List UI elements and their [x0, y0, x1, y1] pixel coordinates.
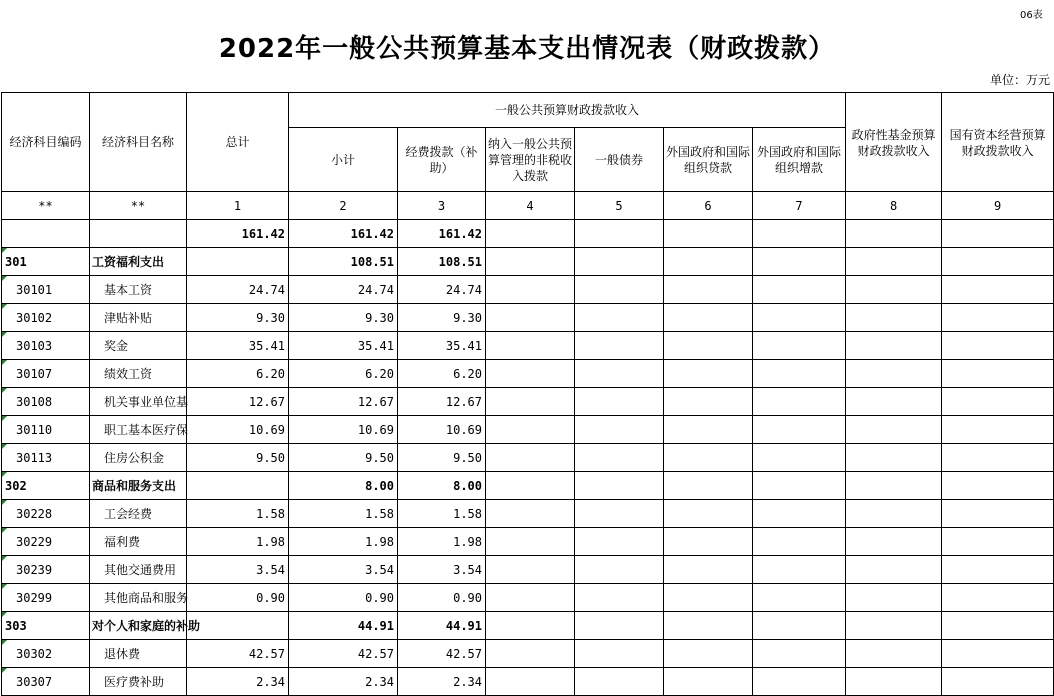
empty-cell	[942, 612, 1054, 640]
empty-cell	[664, 416, 753, 444]
table-row	[2, 332, 1054, 360]
cell-marker-icon	[2, 472, 7, 477]
row-name: 奖金	[90, 332, 187, 360]
empty-cell	[486, 360, 575, 388]
row-code	[2, 444, 90, 472]
empty-cell	[486, 640, 575, 668]
table-row	[2, 248, 1054, 276]
empty-cell	[575, 444, 664, 472]
table-row	[2, 556, 1054, 584]
row-code-text: 30229	[16, 534, 53, 549]
empty-cell	[486, 612, 575, 640]
row-code-text: 30239	[16, 562, 53, 577]
empty-cell	[664, 472, 753, 500]
empty-cell	[846, 528, 942, 556]
empty-cell	[664, 528, 753, 556]
empty-cell	[575, 248, 664, 276]
empty-cell	[942, 640, 1054, 668]
empty-cell	[753, 528, 846, 556]
row-subtotal: 1.58	[289, 500, 398, 528]
row-code-text: 30307	[16, 674, 53, 689]
row-total	[187, 472, 289, 500]
empty-cell	[846, 332, 942, 360]
empty-cell	[753, 444, 846, 472]
header-funding: 经费拨款（补助）	[398, 128, 486, 192]
empty-cell	[846, 668, 942, 696]
empty-cell	[486, 332, 575, 360]
unit-label: 单位：万元	[990, 73, 1051, 87]
empty-cell	[664, 276, 753, 304]
row-code-text: 30103	[16, 338, 53, 353]
empty-cell	[753, 640, 846, 668]
index-cell: 1	[187, 192, 289, 220]
row-total: 3.54	[187, 556, 289, 584]
total-code-cell	[2, 220, 90, 248]
table-row	[2, 472, 1054, 500]
row-code	[2, 276, 90, 304]
empty-cell	[575, 276, 664, 304]
empty-cell	[486, 276, 575, 304]
empty-cell	[575, 668, 664, 696]
total-subtotal: 161.42	[289, 220, 398, 248]
cell-marker-icon	[2, 584, 7, 589]
table-row	[2, 612, 1054, 640]
cell-marker-icon	[2, 332, 7, 337]
cell-marker-icon	[2, 528, 7, 533]
row-name: 商品和服务支出	[90, 472, 187, 500]
empty-cell	[942, 276, 1054, 304]
row-code	[2, 416, 90, 444]
header-foreign-loans: 外国政府和国际组织贷款	[664, 128, 753, 192]
index-cell: 5	[575, 192, 664, 220]
row-name: 医疗费补助	[90, 668, 187, 696]
row-code-text: 30108	[16, 394, 53, 409]
empty-cell	[753, 304, 846, 332]
cell-marker-icon	[2, 444, 7, 449]
empty-cell	[664, 360, 753, 388]
empty-cell	[942, 332, 1054, 360]
empty-cell	[486, 444, 575, 472]
row-total: 42.57	[187, 640, 289, 668]
row-code	[2, 332, 90, 360]
table-row	[2, 528, 1054, 556]
row-name: 机关事业单位基	[90, 388, 187, 416]
row-name: 住房公积金	[90, 444, 187, 472]
row-total	[187, 612, 289, 640]
empty-cell	[664, 668, 753, 696]
empty-cell	[753, 388, 846, 416]
row-total: 24.74	[187, 276, 289, 304]
row-subtotal: 6.20	[289, 360, 398, 388]
cell-marker-icon	[2, 612, 7, 617]
row-subtotal: 8.00	[289, 472, 398, 500]
index-cell: 9	[942, 192, 1054, 220]
table-row	[2, 444, 1054, 472]
empty-cell	[575, 388, 664, 416]
row-code	[2, 388, 90, 416]
table-row	[2, 388, 1054, 416]
row-code	[2, 640, 90, 668]
row-funding: 108.51	[398, 248, 486, 276]
row-code	[2, 668, 90, 696]
empty-cell	[753, 276, 846, 304]
total-total: 161.42	[187, 220, 289, 248]
row-total: 9.30	[187, 304, 289, 332]
empty-cell	[846, 304, 942, 332]
row-funding: 12.67	[398, 388, 486, 416]
empty-cell	[575, 304, 664, 332]
header-nontax: 纳入一般公共预算管理的非税收入拨款	[486, 128, 575, 192]
empty-cell	[575, 360, 664, 388]
empty-cell	[486, 500, 575, 528]
empty-cell	[846, 444, 942, 472]
row-subtotal: 1.98	[289, 528, 398, 556]
cell-marker-icon	[2, 276, 7, 281]
row-total: 9.50	[187, 444, 289, 472]
table-row	[2, 276, 1054, 304]
row-subtotal: 44.91	[289, 612, 398, 640]
empty-cell	[486, 416, 575, 444]
row-funding: 1.58	[398, 500, 486, 528]
row-code-text: 301	[5, 254, 27, 269]
row-total	[187, 248, 289, 276]
table-row	[2, 500, 1054, 528]
row-name: 其他交通费用	[90, 556, 187, 584]
row-code	[2, 472, 90, 500]
row-subtotal: 0.90	[289, 584, 398, 612]
row-funding: 10.69	[398, 416, 486, 444]
empty-cell	[846, 472, 942, 500]
empty-cell	[486, 668, 575, 696]
table-row	[2, 640, 1054, 668]
empty-cell	[664, 500, 753, 528]
empty-cell	[575, 528, 664, 556]
empty-cell	[942, 360, 1054, 388]
row-funding: 8.00	[398, 472, 486, 500]
empty-cell	[664, 556, 753, 584]
empty-cell	[753, 360, 846, 388]
row-subtotal: 3.54	[289, 556, 398, 584]
empty-cell	[753, 500, 846, 528]
expenditure-table	[1, 92, 1054, 696]
empty-cell	[846, 416, 942, 444]
row-funding: 9.50	[398, 444, 486, 472]
empty-cell	[846, 612, 942, 640]
empty-cell	[575, 612, 664, 640]
row-name: 职工基本医疗保	[90, 416, 187, 444]
table-row	[2, 304, 1054, 332]
row-funding: 2.34	[398, 668, 486, 696]
row-name: 基本工资	[90, 276, 187, 304]
index-cell: **	[90, 192, 187, 220]
row-total: 12.67	[187, 388, 289, 416]
empty-cell	[486, 584, 575, 612]
row-code-text: 303	[5, 618, 27, 633]
cell-marker-icon	[2, 248, 7, 253]
row-funding: 44.91	[398, 612, 486, 640]
empty-cell	[575, 472, 664, 500]
empty-cell	[664, 248, 753, 276]
empty-cell	[486, 304, 575, 332]
empty-cell	[846, 248, 942, 276]
row-subtotal: 12.67	[289, 388, 398, 416]
empty-cell	[575, 640, 664, 668]
row-subtotal: 108.51	[289, 248, 398, 276]
empty-cell	[942, 248, 1054, 276]
header-name: 经济科目名称	[90, 93, 187, 192]
row-code	[2, 612, 90, 640]
row-total: 0.90	[187, 584, 289, 612]
empty-cell	[575, 556, 664, 584]
empty-cell	[753, 248, 846, 276]
empty-cell	[942, 444, 1054, 472]
empty-cell	[664, 640, 753, 668]
row-subtotal: 24.74	[289, 276, 398, 304]
index-cell: 4	[486, 192, 575, 220]
page-title: 2022年一般公共预算基本支出情况表（财政拨款）	[218, 34, 836, 64]
empty-cell	[753, 332, 846, 360]
header-state-capital: 国有资本经营预算财政拨款收入	[942, 93, 1054, 192]
row-name: 绩效工资	[90, 360, 187, 388]
cell-marker-icon	[2, 360, 7, 365]
row-subtotal: 35.41	[289, 332, 398, 360]
header-general-group: 一般公共预算财政拨款收入	[289, 93, 846, 128]
empty-cell	[846, 360, 942, 388]
empty-cell	[942, 668, 1054, 696]
row-code	[2, 584, 90, 612]
empty-cell	[664, 332, 753, 360]
cell-marker-icon	[2, 640, 7, 645]
empty-cell	[486, 528, 575, 556]
empty-cell	[753, 584, 846, 612]
row-total: 6.20	[187, 360, 289, 388]
empty-cell	[486, 248, 575, 276]
empty-cell	[664, 584, 753, 612]
header-subtotal: 小计	[289, 128, 398, 192]
empty-cell	[664, 388, 753, 416]
empty-cell	[575, 416, 664, 444]
row-name: 工资福利支出	[90, 248, 187, 276]
empty-cell	[753, 612, 846, 640]
row-subtotal: 9.30	[289, 304, 398, 332]
row-name: 其他商品和服务	[90, 584, 187, 612]
row-total: 10.69	[187, 416, 289, 444]
row-code-text: 30302	[16, 646, 53, 661]
table-row	[2, 416, 1054, 444]
cell-marker-icon	[2, 500, 7, 505]
row-code	[2, 304, 90, 332]
header-row-1	[2, 93, 1054, 128]
empty-cell	[486, 556, 575, 584]
index-cell: **	[2, 192, 90, 220]
empty-cell	[846, 640, 942, 668]
index-cell: 8	[846, 192, 942, 220]
table-row	[2, 360, 1054, 388]
row-code	[2, 360, 90, 388]
row-funding: 1.98	[398, 528, 486, 556]
empty-cell	[486, 388, 575, 416]
total-funding: 161.42	[398, 220, 486, 248]
header-foreign-grants: 外国政府和国际组织增款	[753, 128, 846, 192]
index-cell: 3	[398, 192, 486, 220]
empty-cell	[942, 500, 1054, 528]
row-name: 津贴补贴	[90, 304, 187, 332]
row-code-text: 30228	[16, 506, 53, 521]
cell-marker-icon	[2, 556, 7, 561]
header-gov-fund: 政府性基金预算财政拨款收入	[846, 93, 942, 192]
index-cell: 2	[289, 192, 398, 220]
row-total: 2.34	[187, 668, 289, 696]
row-total: 1.98	[187, 528, 289, 556]
empty-cell	[846, 276, 942, 304]
form-number: 06表	[1020, 10, 1043, 21]
row-code	[2, 248, 90, 276]
row-code-text: 30110	[16, 422, 53, 437]
header-code: 经济科目编码	[2, 93, 90, 192]
cell-marker-icon	[2, 416, 7, 421]
row-code	[2, 556, 90, 584]
row-code	[2, 500, 90, 528]
cell-marker-icon	[2, 388, 7, 393]
empty-cell	[575, 584, 664, 612]
empty-cell	[753, 668, 846, 696]
row-funding: 9.30	[398, 304, 486, 332]
empty-cell	[753, 556, 846, 584]
row-funding: 3.54	[398, 556, 486, 584]
row-funding: 0.90	[398, 584, 486, 612]
empty-cell	[846, 500, 942, 528]
cell-marker-icon	[2, 304, 7, 309]
header-bonds: 一般债券	[575, 128, 664, 192]
row-funding: 35.41	[398, 332, 486, 360]
empty-cell	[846, 556, 942, 584]
row-subtotal: 10.69	[289, 416, 398, 444]
empty-cell	[664, 304, 753, 332]
empty-cell	[942, 584, 1054, 612]
row-code	[2, 528, 90, 556]
row-funding: 6.20	[398, 360, 486, 388]
empty-cell	[942, 388, 1054, 416]
index-row	[2, 192, 1054, 220]
empty-cell	[664, 444, 753, 472]
empty-cell	[664, 612, 753, 640]
empty-cell	[846, 584, 942, 612]
row-total: 35.41	[187, 332, 289, 360]
row-name: 对个人和家庭的补助	[90, 612, 187, 640]
row-code-text: 302	[5, 478, 27, 493]
empty-cell	[942, 528, 1054, 556]
row-code-text: 30101	[16, 282, 53, 297]
empty-cell	[942, 304, 1054, 332]
row-code-text: 30107	[16, 366, 53, 381]
header-total: 总计	[187, 93, 289, 192]
empty-cell	[753, 416, 846, 444]
row-code-text: 30299	[16, 590, 53, 605]
total-name-cell	[90, 220, 187, 248]
row-name: 退休费	[90, 640, 187, 668]
row-name: 工会经费	[90, 500, 187, 528]
row-funding: 42.57	[398, 640, 486, 668]
row-subtotal: 42.57	[289, 640, 398, 668]
row-funding: 24.74	[398, 276, 486, 304]
row-total: 1.58	[187, 500, 289, 528]
cell-marker-icon	[2, 668, 7, 673]
empty-cell	[575, 500, 664, 528]
empty-cell	[942, 416, 1054, 444]
empty-cell	[486, 472, 575, 500]
total-row	[2, 220, 1054, 248]
empty-cell	[942, 556, 1054, 584]
empty-cell	[753, 472, 846, 500]
table-row	[2, 668, 1054, 696]
row-name: 福利费	[90, 528, 187, 556]
empty-cell	[575, 332, 664, 360]
row-subtotal: 9.50	[289, 444, 398, 472]
row-subtotal: 2.34	[289, 668, 398, 696]
index-cell: 7	[753, 192, 846, 220]
row-code-text: 30102	[16, 310, 53, 325]
empty-cell	[846, 388, 942, 416]
index-cell: 6	[664, 192, 753, 220]
table-row	[2, 584, 1054, 612]
row-code-text: 30113	[16, 450, 53, 465]
empty-cell	[942, 472, 1054, 500]
